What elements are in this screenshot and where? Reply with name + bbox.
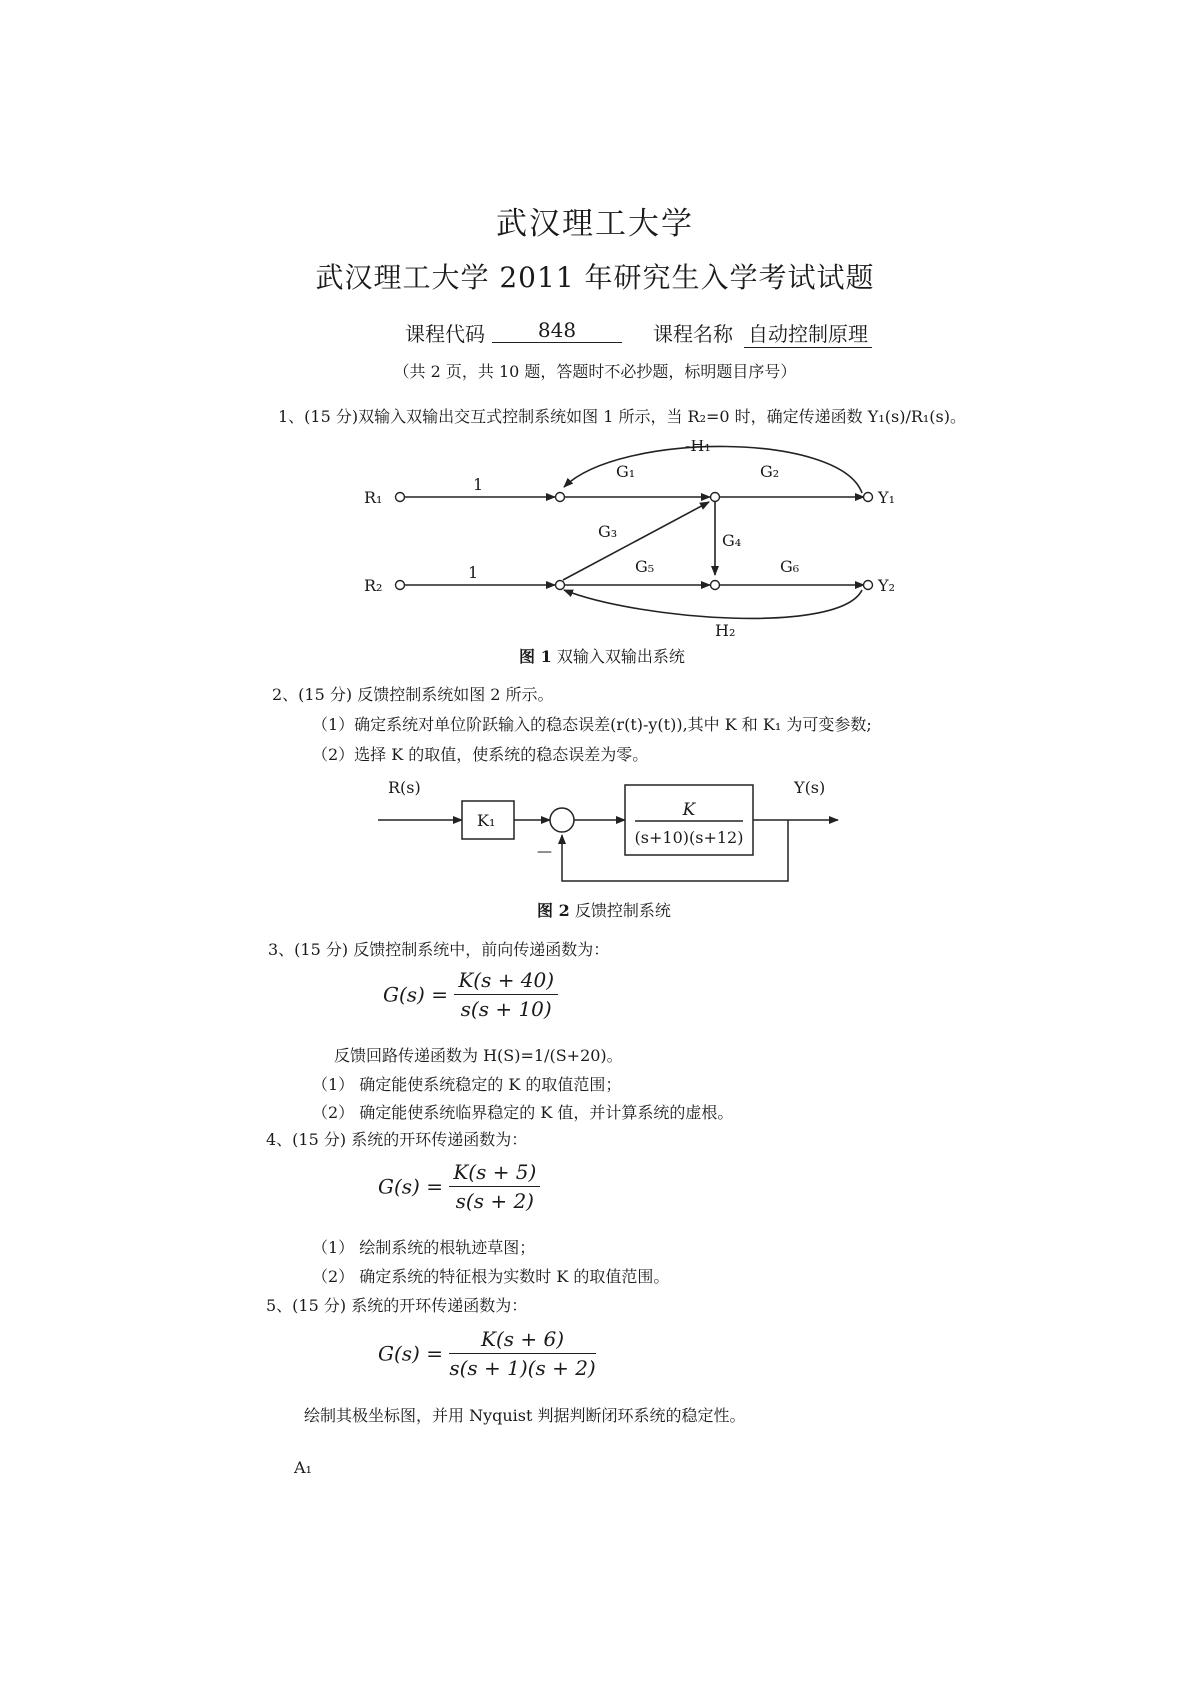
- figure-2-number: 图 2: [537, 901, 570, 920]
- node-4: [711, 581, 720, 590]
- question-5-instruction: 绘制其极坐标图，并用 Nyquist 判据判断闭环系统的稳定性。: [304, 1406, 746, 1425]
- course-name-value: 自动控制原理: [744, 318, 872, 348]
- question-3-feedback: 反馈回路传递函数为 H(S)=1/(S+20)。: [334, 1046, 623, 1065]
- q4-denominator: s(s + 2): [455, 1189, 534, 1213]
- q4-numerator: K(s + 5): [449, 1160, 540, 1187]
- figure-2-caption: [537, 898, 671, 921]
- figure-2-block-diagram: [370, 775, 850, 895]
- q5-equation-lhs: G(s) =: [378, 1341, 443, 1366]
- question-4-item-2: （2） 确定系统的特征根为实数时 K 的取值范围。: [312, 1267, 670, 1286]
- q3-numerator: K(s + 40): [454, 968, 558, 995]
- q5-numerator: K(s + 6): [449, 1327, 595, 1354]
- course-code-label: 课程代码: [405, 322, 485, 346]
- label-plant-denominator: (s+10)(s+12): [634, 828, 744, 847]
- figure-1-title: 双输入双输出系统: [556, 647, 685, 666]
- question-3-equation: [383, 968, 558, 1021]
- figure-1-number: 图 1: [519, 647, 552, 666]
- node-3: [556, 581, 565, 590]
- label-input-rs: R(s): [388, 778, 421, 797]
- figure-2-title: 反馈控制系统: [574, 901, 671, 920]
- label-g1: G₁: [616, 462, 636, 481]
- page-mark: A₁: [294, 1458, 312, 1477]
- question-4-text: 4、(15 分) 系统的开环传递函数为：: [266, 1130, 528, 1149]
- node-r2: [396, 581, 405, 590]
- q5-denominator: s(s + 1)(s + 2): [449, 1356, 596, 1380]
- question-5-equation: [378, 1327, 596, 1380]
- node-r1: [396, 493, 405, 502]
- q5-fraction: [449, 1327, 595, 1380]
- label-g5: G₅: [635, 557, 655, 576]
- branch-neg-h1: [564, 446, 862, 493]
- question-4-item-1: （1） 绘制系统的根轨迹草图；: [312, 1238, 536, 1257]
- label-h2: H₂: [715, 621, 736, 640]
- label-g6: G₆: [780, 557, 800, 576]
- university-name: 武汉理工大学: [496, 206, 694, 242]
- label-gain-1-top: 1: [473, 475, 484, 494]
- q3-fraction: [454, 968, 558, 1021]
- question-5-text: 5、(15 分) 系统的开环传递函数为：: [266, 1296, 528, 1315]
- label-g2: G₂: [760, 462, 780, 481]
- question-2-item-2: （2）选择 K 的取值，使系统的稳态误差为零。: [312, 745, 649, 764]
- label-plant-numerator: K: [682, 800, 696, 820]
- q3-equation-lhs: G(s) =: [383, 982, 448, 1007]
- question-3-text: 3、(15 分) 反馈控制系统中，前向传递函数为：: [268, 940, 610, 959]
- node-1: [556, 493, 565, 502]
- question-3-item-1: （1） 确定能使系统稳定的 K 的取值范围；: [312, 1075, 622, 1094]
- question-2-item-1: （1）确定系统对单位阶跃输入的稳态误差(r(t)-y(t)),其中 K 和 K₁ 为可变参数;: [312, 715, 872, 734]
- question-1-text: 1、(15 分)双输入双输出交互式控制系统如图 1 所示，当 R₂=0 时，确定传递函数 Y₁(s)/R₁(s)。: [278, 407, 966, 426]
- figure-1-signal-flow-graph: [340, 440, 940, 640]
- course-name-label: 课程名称: [653, 322, 733, 346]
- question-2-text: 2、(15 分) 反馈控制系统如图 2 所示。: [272, 685, 554, 704]
- node-2: [711, 493, 720, 502]
- branch-h2: [564, 590, 862, 618]
- question-3-item-2: （2） 确定能使系统临界稳定的 K 值，并计算系统的虚根。: [312, 1103, 734, 1122]
- label-y1: Y₁: [878, 488, 895, 507]
- course-code-value: 848: [492, 318, 622, 343]
- question-4-equation: [378, 1160, 540, 1213]
- q3-denominator: s(s + 10): [460, 997, 552, 1021]
- summing-junction: [550, 808, 574, 832]
- label-y2: Y₂: [878, 576, 895, 595]
- course-code-field: [492, 318, 622, 343]
- q4-equation-lhs: G(s) =: [378, 1174, 443, 1199]
- label-g4: G₄: [722, 531, 742, 550]
- label-gain-1-bottom: 1: [468, 563, 479, 582]
- node-y2: [864, 581, 873, 590]
- label-k1: K₁: [477, 811, 496, 830]
- label-g3: G₃: [598, 522, 618, 541]
- label-r2: R₂: [364, 576, 383, 595]
- label-neg-h1: -H₁: [685, 440, 711, 455]
- exam-title: 武汉理工大学 2011 年研究生入学考试试题: [315, 261, 875, 294]
- figure-1-caption: [519, 644, 685, 667]
- node-y1: [864, 493, 873, 502]
- label-minus-sign: —: [537, 842, 552, 860]
- course-name-field: [744, 318, 872, 348]
- label-r1: R₁: [364, 488, 383, 507]
- exam-note: （共 2 页，共 10 题，答题时不必抄题，标明题目序号）: [393, 362, 797, 381]
- label-output-ys: Y(s): [794, 778, 826, 797]
- q4-fraction: [449, 1160, 540, 1213]
